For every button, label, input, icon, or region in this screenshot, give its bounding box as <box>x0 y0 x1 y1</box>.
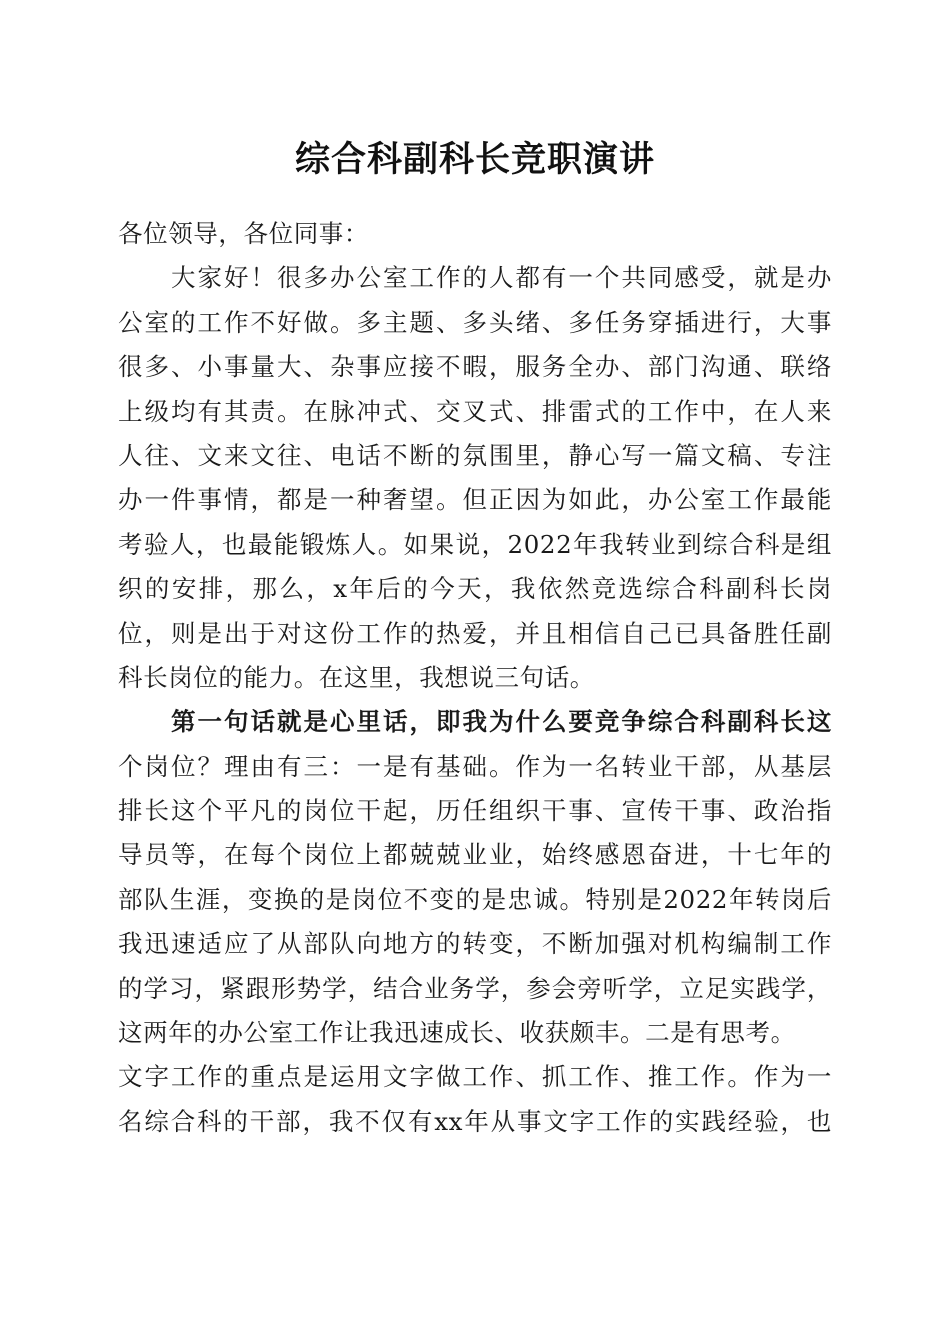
paragraph-line: 科长岗位的能力。在这里，我想说三句话。 <box>118 662 595 692</box>
paragraph-line: 位，则是出于对这份工作的热爱，并且相信自己已具备胜任副 <box>118 618 832 648</box>
paragraph-line: 各位领导，各位同事： <box>118 219 369 248</box>
paragraph-line: 名综合科的干部，我不仅有xx年从事文字工作的实践经验，也 <box>118 1106 832 1136</box>
paragraph-line: 的学习，紧跟形势学，结合业务学，参会旁听学，立足实践学， <box>118 973 832 1003</box>
paragraph-line: 公室的工作不好做。多主题、多头绪、多任务穿插进行，大事 <box>118 307 832 337</box>
document-title: 综合科副科长竞职演讲 <box>294 139 655 180</box>
paragraph-line: 部队生涯，变换的是岗位不变的是忠诚。特别是2022年转岗后 <box>118 884 832 914</box>
paragraph-line: 织的安排，那么，x年后的今天，我依然竞选综合科副科长岗 <box>118 574 832 604</box>
paragraph-line: 个岗位？理由有三：一是有基础。作为一名转业干部，从基层 <box>118 751 832 781</box>
paragraph-line: 考验人，也最能锻炼人。如果说，2022年我转业到综合科是组 <box>118 529 832 559</box>
paragraph-line: 导员等，在每个岗位上都兢兢业业，始终感恩奋进，十七年的 <box>118 840 832 870</box>
paragraph-line: 第一句话就是心里话，即我为什么要竞争综合科副科长这 <box>171 707 832 737</box>
paragraph-line: 文字工作的重点是运用文字做工作、抓工作、推工作。作为一 <box>118 1062 832 1092</box>
paragraph-line: 上级均有其责。在脉冲式、交叉式、排雷式的工作中，在人来 <box>118 396 832 426</box>
paragraph-line: 大家好！很多办公室工作的人都有一个共同感受，就是办 <box>171 263 832 293</box>
paragraph-line: 人往、文来文往、电话不断的氛围里，静心写一篇文稿、专注 <box>118 440 832 470</box>
paragraph-line: 排长这个平凡的岗位干起，历任组织干事、宣传干事、政治指 <box>118 796 832 826</box>
paragraph-line: 办一件事情，都是一种奢望。但正因为如此，办公室工作最能 <box>118 485 832 515</box>
paragraph-line: 我迅速适应了从部队向地方的转变，不断加强对机构编制工作 <box>118 929 832 959</box>
paragraph-line: 这两年的办公室工作让我迅速成长、收获颇丰。二是有思考。 <box>118 1018 796 1048</box>
document-body <box>118 212 832 1144</box>
paragraph-line: 很多、小事量大、杂事应接不暇，服务全办、部门沟通、联络 <box>118 352 832 382</box>
